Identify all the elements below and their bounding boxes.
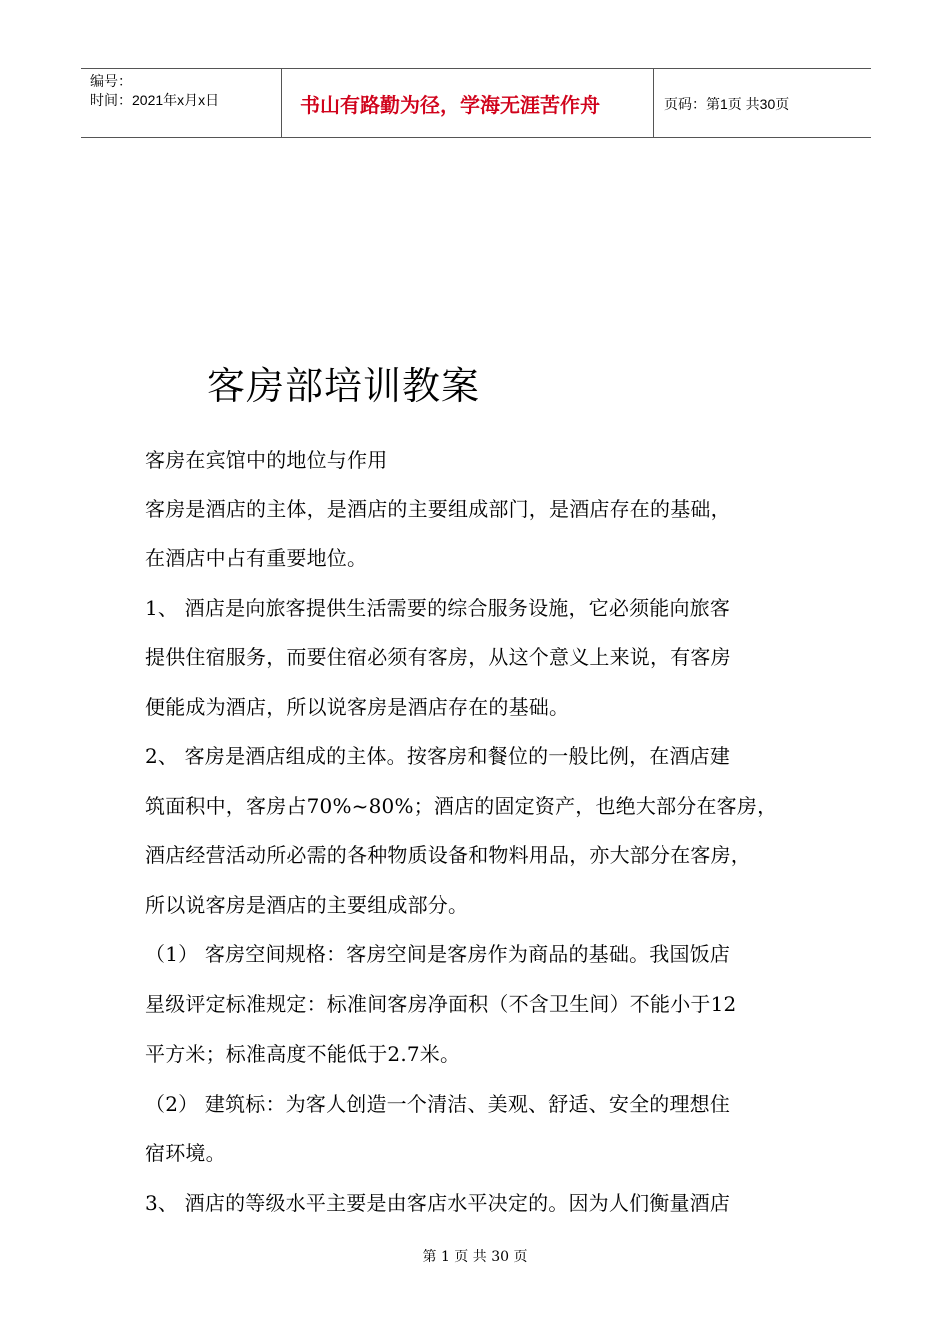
header-table bbox=[81, 68, 871, 138]
motto-text: 书山有路勤为径，学海无涯苦作舟 bbox=[300, 95, 600, 117]
body-line: 便能成为酒店，所以说客房是酒店存在的基础。 bbox=[145, 695, 570, 719]
page-footer: 第 1 页 共 30 页 bbox=[422, 1249, 528, 1265]
body-line: 提供住宿服务，而要住宿必须有客房，从这个意义上来说，有客房 bbox=[145, 645, 731, 669]
body-line: 筑面积中，客房占70%~80%；酒店的固定资产，也绝大部分在客房， bbox=[145, 794, 778, 818]
body-line: 1、 酒店是向旅客提供生活需要的综合服务设施，它必须能向旅客 bbox=[145, 596, 731, 620]
time-label: 时间：2021年x月x日 bbox=[90, 92, 220, 108]
header-motto-cell bbox=[282, 69, 654, 137]
document-title: 客房部培训教案 bbox=[207, 364, 481, 409]
body-line: 平方米；标准高度不能低于2.7米。 bbox=[145, 1042, 461, 1066]
header-page-cell bbox=[654, 69, 871, 137]
page-info: 页码：第1页 共30页 bbox=[664, 96, 790, 112]
body-line: （1） 客房空间规格：客房空间是客房作为商品的基础。我国饭店 bbox=[145, 942, 731, 966]
body-line: 酒店经营活动所必需的各种物质设备和物料用品，亦大部分在客房， bbox=[145, 843, 751, 867]
body-line: 在酒店中占有重要地位。 bbox=[145, 546, 368, 570]
body-line: 2、 客房是酒店组成的主体。按客房和餐位的一般比例，在酒店建 bbox=[145, 744, 731, 768]
body-line: （2） 建筑标：为客人创造一个清洁、美观、舒适、安全的理想住 bbox=[145, 1092, 731, 1116]
header-meta-cell bbox=[81, 69, 282, 137]
body-line: 所以说客房是酒店的主要组成部分。 bbox=[145, 893, 469, 917]
body-line: 宿环境。 bbox=[145, 1141, 226, 1165]
body-line: 客房是酒店的主体，是酒店的主要组成部门，是酒店存在的基础， bbox=[145, 497, 731, 521]
number-label: 编号： bbox=[90, 73, 132, 89]
body-line: 星级评定标准规定：标准间客房净面积（不含卫生间）不能小于12 bbox=[145, 992, 737, 1016]
body-line: 3、 酒店的等级水平主要是由客店水平决定的。因为人们衡量酒店 bbox=[145, 1191, 731, 1215]
section-heading: 客房在宾馆中的地位与作用 bbox=[145, 448, 388, 472]
